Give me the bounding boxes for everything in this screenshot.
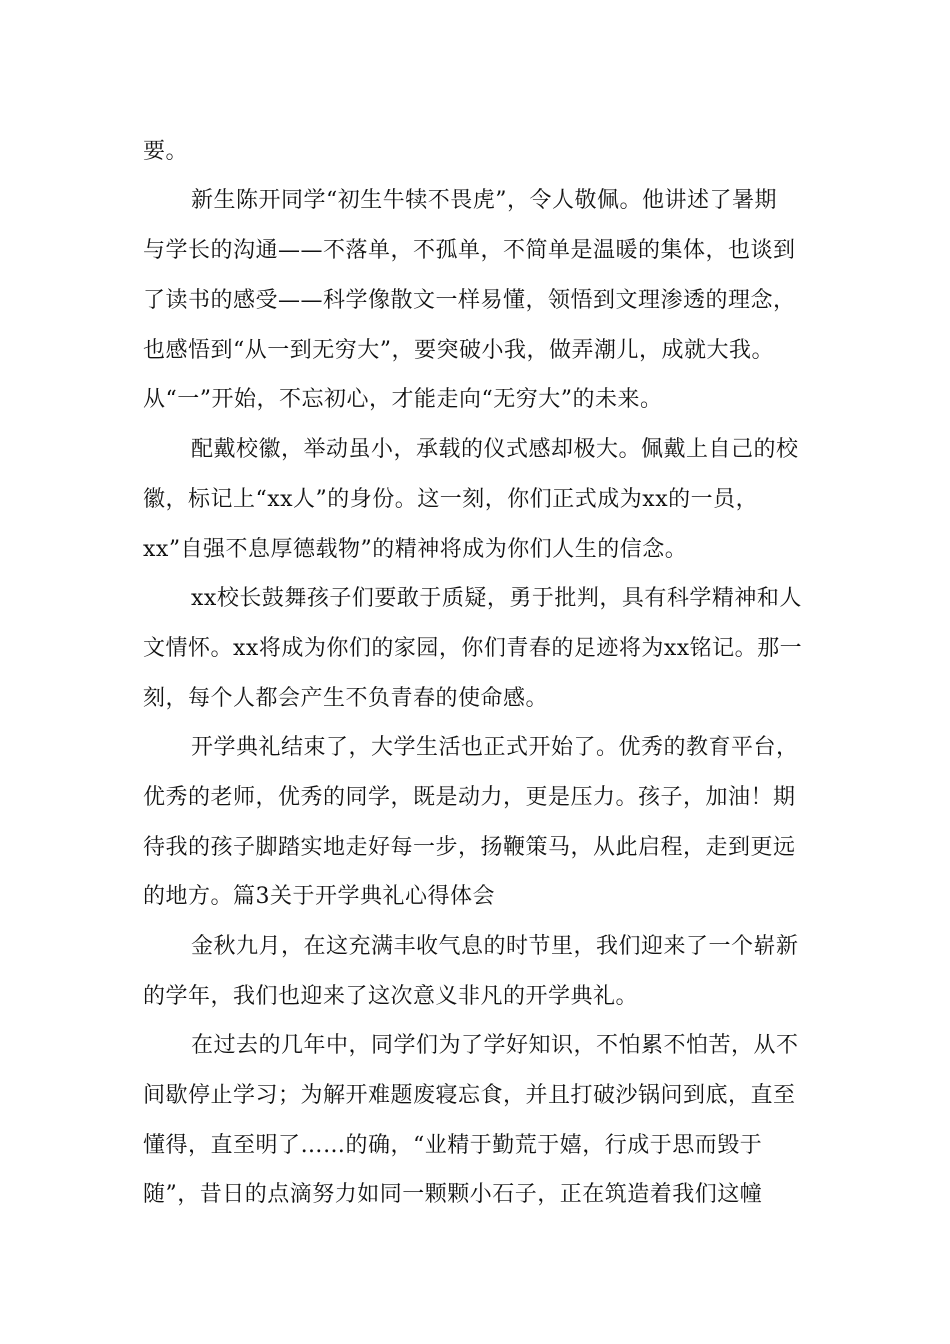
text-line: 间歇停止学习；为解开难题废寝忘食，并且打破沙锅问到底，直至 — [143, 1083, 796, 1108]
text-line: 了读书的感受——科学像散文一样易懂，领悟到文理渗透的理念， — [143, 288, 796, 313]
paragraph-first-line: 开学典礼结束了，大学生活也正式开始了。优秀的教育平台， — [191, 735, 799, 760]
paragraph-first-line: 在过去的几年中，同学们为了学好知识，不怕累不怕苦，从不 — [191, 1033, 799, 1058]
text-line: 的学年，我们也迎来了这次意义非凡的开学典礼。 — [143, 984, 639, 1009]
text-line: 文情怀。xx将成为你们的家园，你们青春的足迹将为xx铭记。那一 — [143, 636, 803, 661]
text-line: 与学长的沟通——不落单，不孤单，不简单是温暖的集体，也谈到 — [143, 238, 796, 263]
text-line: 从“一”开始，不忘初心，才能走向“无穷大”的未来。 — [143, 387, 663, 412]
paragraph-first-line: 配戴校徽，举动虽小，承载的仪式感却极大。佩戴上自己的校 — [191, 437, 799, 462]
text-line: 要。 — [143, 139, 189, 164]
text-line: 优秀的老师，优秀的同学，既是动力，更是压力。孩子，加油！期 — [143, 785, 796, 810]
text-line: 也感悟到“从一到无穷大”，要突破小我，做弄潮儿，成就大我。 — [143, 338, 774, 363]
text-line: 徽，标记上“xx人”的身份。这一刻，你们正式成为xx的一员， — [143, 487, 759, 512]
text-line: 的地方。篇3关于开学典礼心得体会 — [143, 884, 495, 909]
text-line: 待我的孩子脚踏实地走好每一步，扬鞭策马，从此启程，走到更远 — [143, 835, 796, 860]
text-line: 随”，昔日的点滴努力如同一颗颗小石子，正在筑造着我们这幢 — [143, 1182, 763, 1207]
paragraph-first-line: xx校长鼓舞孩子们要敢于质疑，勇于批判，具有科学精神和人 — [191, 586, 802, 611]
text-line: 懂得，直至明了……的确，“业精于勤荒于嬉，行成于思而毁于 — [143, 1133, 763, 1158]
text-line: xx”自强不息厚德载物”的精神将成为你们人生的信念。 — [143, 537, 688, 562]
paragraph-first-line: 新生陈开同学“初生牛犊不畏虎”，令人敬佩。他讲述了暑期 — [191, 188, 777, 213]
paragraph-first-line: 金秋九月，在这充满丰收气息的时节里，我们迎来了一个崭新 — [191, 934, 799, 959]
text-line: 刻，每个人都会产生不负青春的使命感。 — [143, 686, 549, 711]
